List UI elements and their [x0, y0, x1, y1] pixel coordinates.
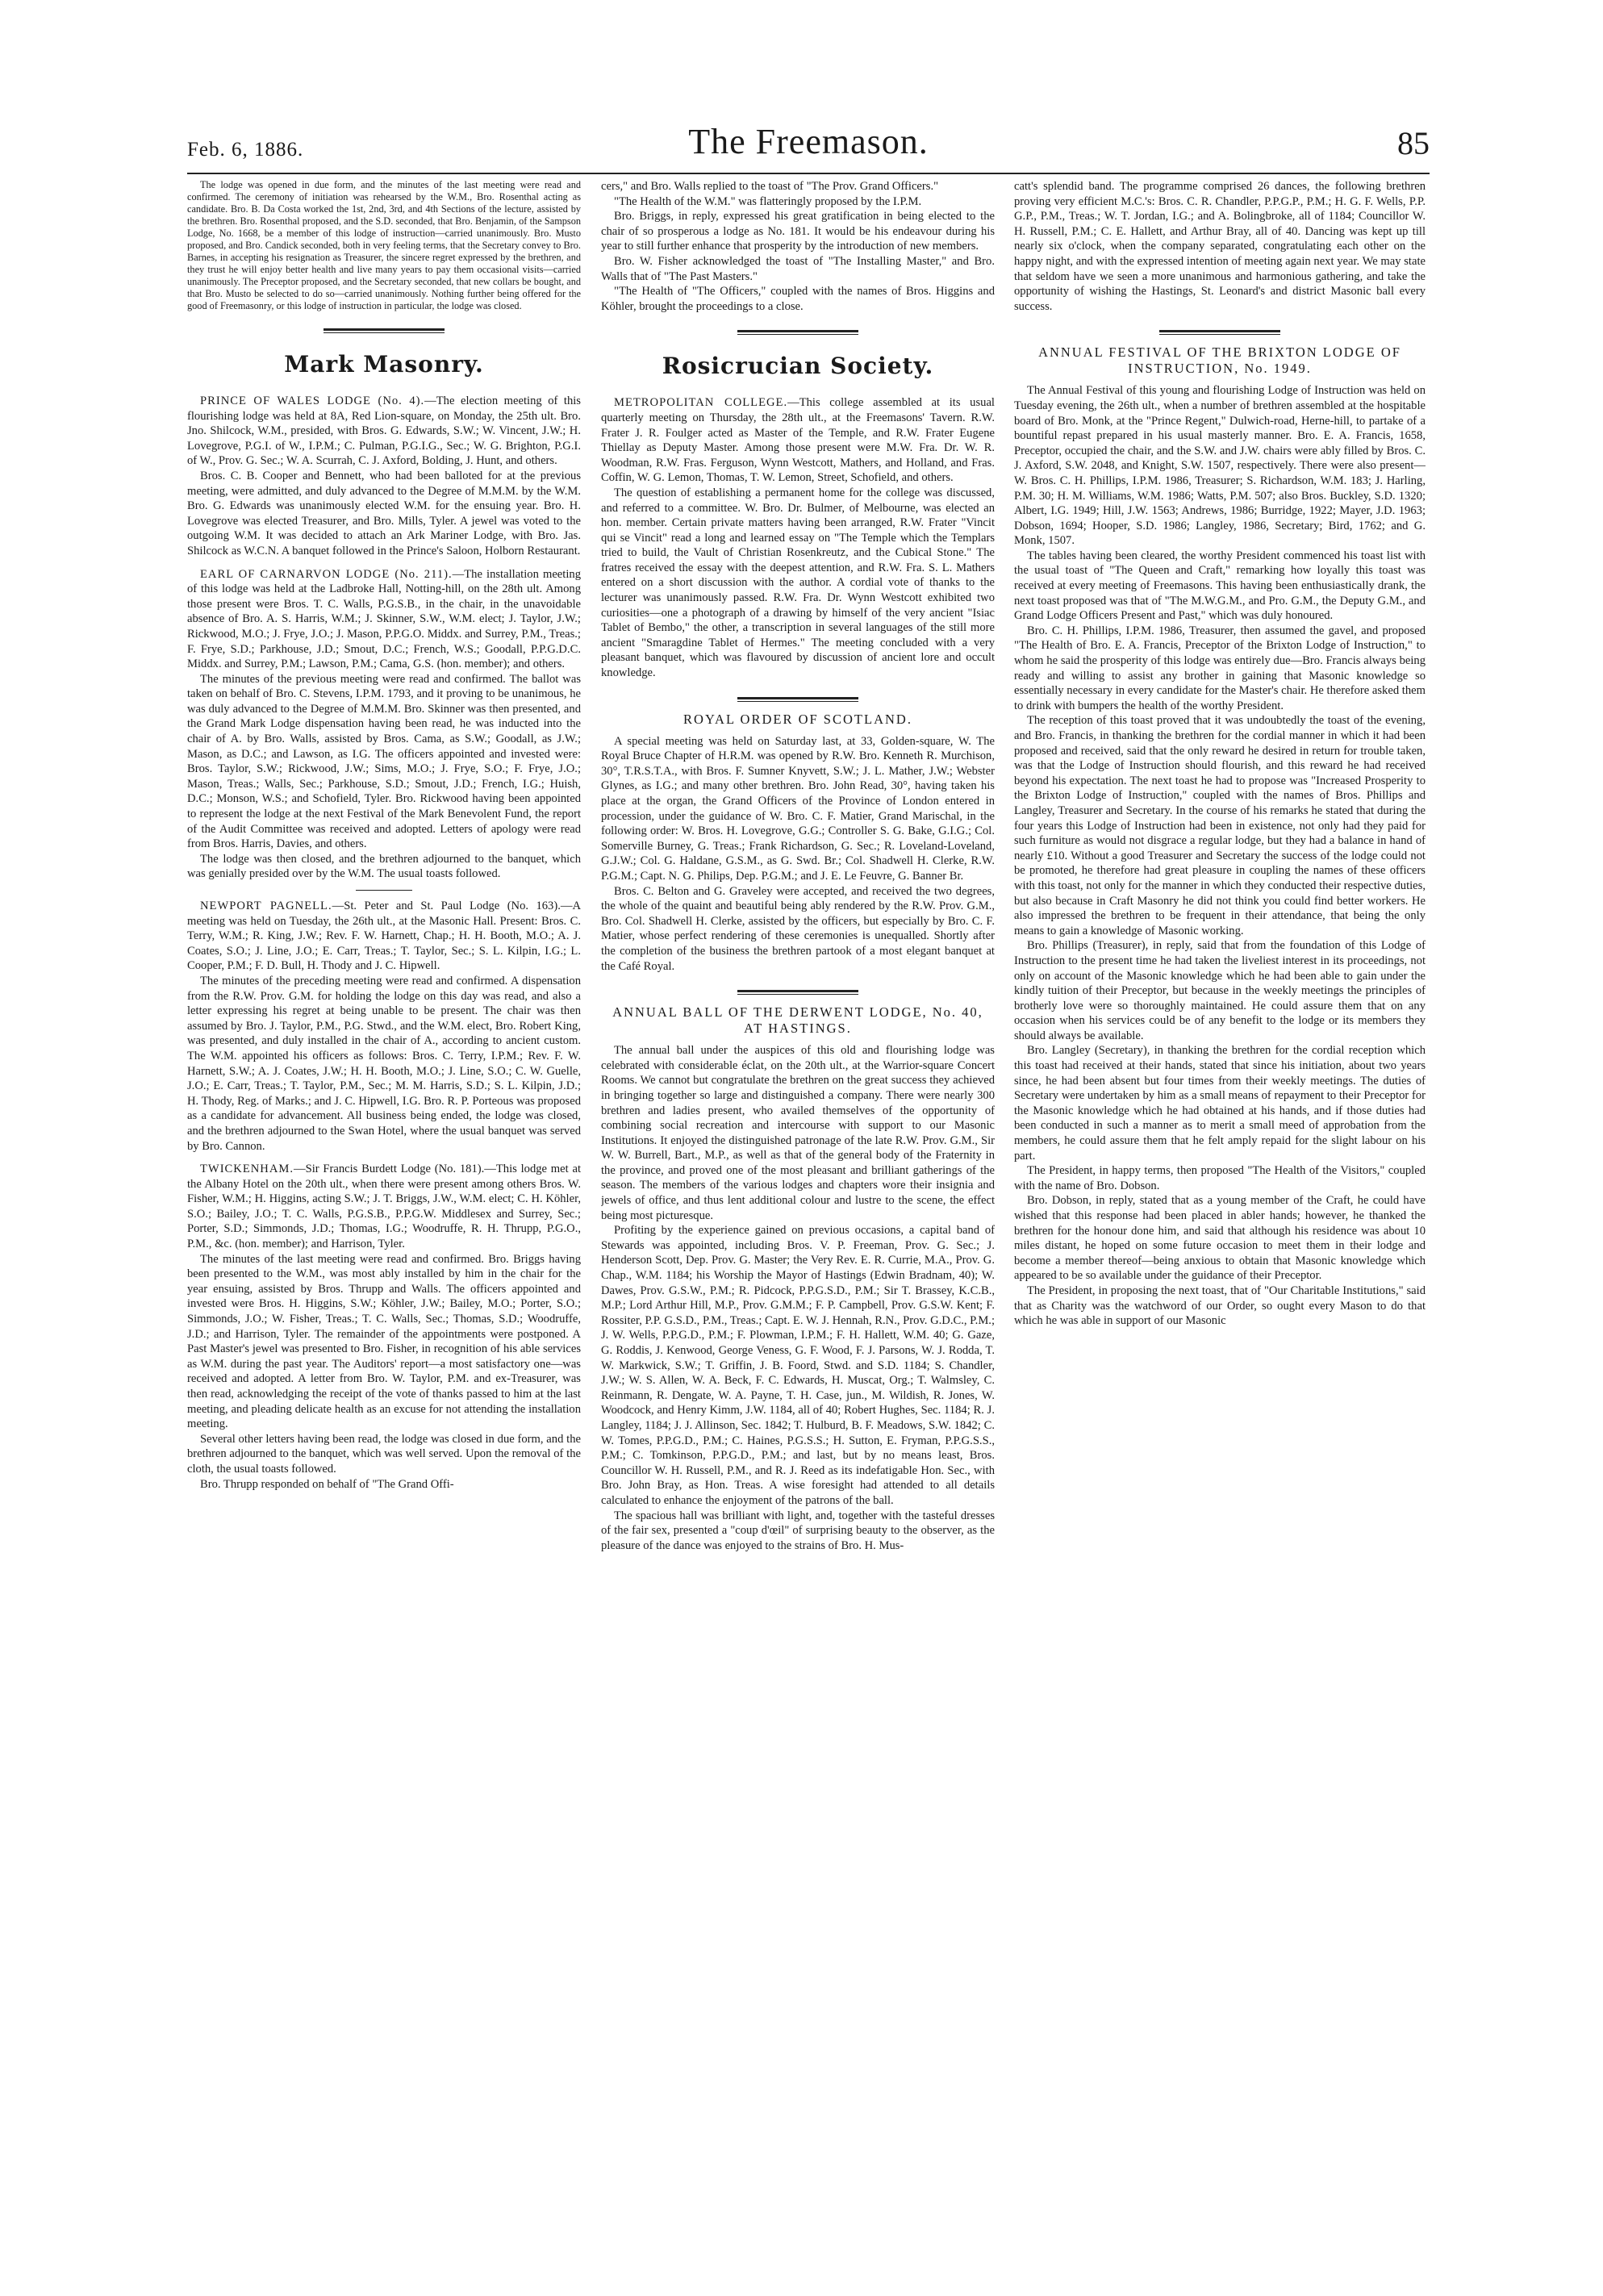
article-derwent-ball-continued — [1014, 179, 1426, 314]
section-divider — [737, 330, 858, 335]
paragraph — [187, 394, 581, 469]
paragraph: The lodge was then closed, and the brethren adjourned to the banquet, which was genially presided over by the W.M. The usual toasts followed. — [187, 852, 581, 881]
paragraph: Bros. C. Belton and G. Graveley were accepted, and received the two degrees, the whole of the quaint and beautiful being ably rendered by the R.W. Prov. G.M., Bro. Col. Shadwell H. Clerke, assisted by the officers, but especially by Bro. C. F. Matier, whose perfect rendering of these ceremonies is unequalled. Shortly after the completion of the business the brethren partook of a most elegant banquet at the Café Royal. — [601, 884, 995, 973]
section-divider — [737, 697, 858, 702]
article-lede: —The installation meeting of this lodge was held at the Ladbroke Hall, Notting-hill, on the 28th ult. Among those present were Bros. T. C. Walls, P.G.S.B., in the chair, in the unavoidable absence of Bro. A. S. Harris, W.M.; J. Skinner, S.W., W.M. elect; J. Taylor, J.W.; Rickwood, M.O.; J. Frye, J.O.; J. Mason, P.P.G.O. Middx. and Surrey, P.M., Treas.; F. Frye, S.D.; Parkhouse, J.D.; Smout, D.C.; French, W.S.; Goodall, P.P.G.D.C. Middx. and Surrey, P.M.; Lawson, P.M.; Cama, G.S. (hon. member); and others. — [187, 567, 581, 671]
paragraph: A special meeting was held on Saturday last, at 33, Golden-square, W. The Royal Bruce Chapter of H.R.M. was opened by R.W. Bro. Kenneth R. Murchison, 30°, T.R.S.T.A., with Bros. F. Sumner Knyvett, S.W.; J. L. Mather, J.W.; Webster Glynes, as I.G.; and many other brethren. Bro. John Read, 30°, having taken his place at the organ, the Grand Officers of the Province of London entered in procession, under the guidance of W. Bro. C. F. Matier, Grand Marischal, in the following order: W. Bros. H. Lovegrove, G.G.; Controller S. G. Bake, G.I.G.; Col. Somerville Burney, G. Treas.; Frank Richardson, G. Sec.; R. Loveland-Loveland, G.J.W.; Col. G. Haldane, G.S.M., as G. Swd. Br.; Col. Shadwell H. Clerke, R.W. P.G.M.; Capt. N. G. Philips, Dep. P.G.M.; and J. E. Le Feuvre, G. Banner Br. — [601, 734, 995, 883]
issue-date: Feb. 6, 1886. — [187, 139, 304, 161]
spacer — [187, 1154, 581, 1162]
paragraph: "The Health of the W.M." was flatteringly proposed by the I.P.M. — [614, 194, 922, 208]
paragraph: The reception of this toast proved that it was undoubtedly the toast of the evening, and Bro. Francis, in thanking the brethren for the cordial manner in which it had been proposed and received, said that the only reward he desired in return for trouble taken, was that the Lodge of Instruction should flourish, and this reward he had received beyond his expectation. The next toast he had to propose was "Increased Prosperity to the Brixton Lodge of Instruction," coupled with the names of Bros. Phillips and Langley, Treasurer and Secretary. In the course of his remarks he stated that during the four years this Lodge of Instruction had been in existence, not only had they paid for such furniture as would not disgrace a regular lodge, but they had a balance in hand of nearly £10. Without a good Treasurer and Secretary the success of the lodge could not be promoted, he therefore had great pleasure in coupling the names of these officers with this toast, not only for the manner in which they conducted their respective duties, but also because in Craft Masonry he did not think you could find better workers. He also impressed the brethren to be frequent in their attendance, that being the only means to gain a knowledge of Masonic working. — [1014, 714, 1426, 937]
paragraph: The minutes of the previous meeting were read and confirmed. The ballot was taken on behalf of Bro. C. Stevens, I.P.M. 1793, and it proving to be unanimous, he was duly advanced to the Degree of M.M.M. Bro. Skinner was then presented, and the Grand Mark Lodge dispensation having been read, he was inducted into the chair of A. by Bro. Walls, assisted by Bros. Cama, as S.W.; Goodall, as J.W.; Mason, as D.C.; and Lawson, as I.G. The officers appointed and invested were: Bros. Taylor, S.W.; Rickwood, J.W.; Sims, M.O.; J. Frye, S.O.; F. Frye, J.O.; Mason, Treas.; Walls, Sec.; Parkhouse, S.D.; Smout, J.D.; French, I.G.; Huish, D.C.; Monson, W.S.; and Schofield, Tyler. Bro. Rickwood having been appointed to represent the lodge at the next Festival of the Mark Benevolent Fund, the report of the Audit Committee was received and adopted. Letters of apology were read from Bros. Harris, Davies, and others. — [187, 672, 581, 851]
divider — [356, 890, 412, 891]
article-lodge-of-instruction-report — [187, 179, 581, 312]
paragraph: The spacious hall was brilliant with light, and, together with the tasteful dresses of the fair sex, presented a "coup d'œil" of surprising beauty to the observer, as the pleasure of the dance was enjoyed to the strains of Bro. H. Mus- — [601, 1509, 995, 1552]
article-heading: METROPOLITAN COLLEGE. — [614, 396, 788, 410]
paragraph: The lodge was opened in due form, and the minutes of the last meeting were read and confirmed. The ceremony of initiation was rehearsed by the W.M., Bro. Rosenthal acting as candidate. Bro. B. Da Costa worked the 1st, 2nd, 3rd, and 4th Sections of the lecture, assisted by the brethren. Bro. Rosenthal proposed, and the S.D. seconded, that Bro. Benjamin, of the Sampson Lodge, No. 1668, be a member of this lodge of instruction—carried unanimously. Bro. Musto proposed, and Bro. Candick seconded, both in very feeling terms, that the Secretary convey to Bro. Barnes, in accepting his resignation as Treasurer, the sincere regret expressed by the brethren, and they trust he will enjoy better health and live many years to pay them occasional visits—carried unanimously. The Preceptor proposed, and the Secretary seconded, that new collars be bought, and that Bro. Musto be selected to do so—carried unanimously. Nothing further being offered for the good of Freemasonry, or this lodge of instruction in particular, the lodge was closed. — [187, 179, 581, 311]
paragraph: Bro. Phillips (Treasurer), in reply, said that from the foundation of this Lodge of Instruction to the present time he had taken the liveliest interest in its proceedings, not only on account of the Masonic knowledge which he had been able to gain under the kindly tuition of their Preceptor, but because in the weekly meetings the principles of brotherly love were so thoroughly maintained. He could assure them that on any occasion when his services could be of any benefit to the lodge or its members they should always be available. — [1014, 939, 1426, 1042]
page-number: 85 — [1397, 125, 1430, 161]
column-2 — [601, 179, 995, 2244]
section-divider — [737, 990, 858, 995]
paragraph — [601, 395, 995, 486]
paragraph: The question of establishing a permanent home for the college was discussed, and referred to a committee. W. Bro. Dr. Bulmer, of Melbourne, was elected an hon. member. Certain private matters having been arranged, R.W. Frater "Vincit qui se Vincit" read a long and learned essay on "The Temple which the Templars tried to build, the Vault of Christian Rosenkreutz, and the Cubical Stone." The fratres received the essay with the deepest attention, and R.W. Fra. S. L. Mathers entered on a short discussion with the author. A cordial vote of thanks to the lecturer was unanimously passed. R.W. Fra. Dr. Wynn Westcott exhibited two curiosities—one a photograph of a drawing by himself of the very ancient "Isiac Tablet of Bembo," the other, a transcription in several languages of the still more ancient "Smaragdine Tablet of Hermes." The meeting concluded with a very pleasant banquet, which was flavoured by discussion of ancient lore and occult knowledge. — [601, 486, 995, 680]
paragraph: Several other letters having been read, the lodge was closed in due form, and the brethren adjourned to the banquet, which was well served. Upon the removal of the cloth, the usual toasts followed. — [187, 1432, 581, 1476]
masthead — [187, 121, 1430, 169]
spacer — [187, 559, 581, 567]
article-title-royal-order-of-scotland: ROYAL ORDER OF SCOTLAND. — [683, 711, 912, 727]
article-newport-pagnell — [187, 899, 581, 1154]
article-title-brixton-festival: ANNUAL FESTIVAL OF THE BRIXTON LODGE OF INSTRUCTION, No. 1949. — [1038, 344, 1401, 377]
paragraph: Profiting by the experience gained on previous occasions, a capital band of Stewards was appointed, including Bros. V. P. Freeman, Prov. G. Sec.; J. Henderson Scott, Dep. Prov. G. Master; the Very Rev. E. R. Currie, M.A., Prov. G. Chap., W.M. 1184; his Worship the Mayor of Hastings (Edwin Bradnam, 40); W. Dawes, Prov. G.S.W., P.M.; R. Pidcock, P.P.G.S.D., P.M.; Sir T. Brassey, K.C.B., M.P.; Lord Arthur Hill, M.P., Prov. G.M.M.; F. P. Campbell, Prov. G.S.W. Kent; F. Rossiter, P.P. G.S.D., P.M., Treas.; Capt. E. W. J. Hennah, R.N., Prov. G.D.C., P.M.; J. W. Wells, P.P.G.D., P.M.; F. Plowman, I.P.M.; F. H. Hallett, W.M. 40; G. Gaze, G. Roddis, J. Kenwood, George Veness, G. F. Wood, F. J. Parsons, W. J. Rodda, T. W. Markwick, S.W.; T. Griffin, J. B. Foord, Stwd. and S.D. 1184; S. Chandler, J.W.; W. S. Allen, W. A. Beck, F. C. Edwards, H. Muscat, Org.; T. Walmsley, C. Reinmann, R. Dengate, W. A. Payne, T. H. Case, jun., M. Wildish, R. Jones, W. Woodcock, and Henry Kimm, J.W. 1184, all of 40; Robert Hughes, Sec. 1184; R. J. Langley, 1184; J. J. Allinson, Sec. 1842; T. Hulburd, B. F. Meadows, S.W. 1842; C. W. Tomes, P.P.G.D., P.M.; C. Haines, P.G.S.S.; H. Sutton, E. Fryman, P.P.G.S.S., P.M.; C. Tomkinson, P.P.G.D., P.M.; and last, but by no means least, Bros. Councillor W. H. Russell, P.M., and R. J. Reed as its indefatigable Hon. Sec., with Bro. John Bray, as Hon. Treas. A wise foresight had attended to all details calculated to enhance the enjoyment of the patrons of the ball. — [601, 1224, 995, 1507]
paragraph — [187, 899, 581, 974]
article-title-derwent-ball: ANNUAL BALL OF THE DERWENT LODGE, No. 40, AT HASTINGS. — [612, 1004, 983, 1037]
article-lede: —The election meeting of this flourishing lodge was held at 8A, Red Lion-square, on Monday, the 25th ult. Bro. Jno. Shilcock, W.M., presided, with Bros. G. Edwards, S.W.; W. Vincent, J.W.; H. Lovegrove, P.G.I. of W., I.P.M.; C. Pulman, P.G.I.G., Sec.; W. G. Brighton, P.G.I. of W., Prov. G. Sec.; W. A. Scurrah, C. J. Axford, Bolding, J. Hunt, and others. — [187, 394, 581, 468]
paragraph: "The Health of "The Officers," coupled with the names of Bros. Higgins and Köhler, brought the proceedings to a close. — [601, 285, 995, 313]
article-heading: PRINCE OF WALES LODGE (No. 4). — [200, 394, 425, 407]
paragraph: The President, in proposing the next toast, that of "Our Charitable Institutions," said that as Charity was the watchword of our Order, so ought every Mason to do that which he was able in support of our Masonic — [1014, 1284, 1426, 1328]
article-heading: NEWPORT PAGNELL. — [200, 900, 332, 912]
paragraph: Bro. C. H. Phillips, I.P.M. 1986, Treasurer, then assumed the gavel, and proposed "The Health of Bro. E. A. Francis, Preceptor of the Brixton Lodge of Instruction," to whom he said the prosperity of this lodge was entirely due—Bro. Francis always being ready and willing to assist any brother in gaining that Masonic knowledge so essentially necessary in every candidate for the Master's chair. He therefore asked them to drink with bumpers the health of the worthy President. — [1014, 624, 1426, 712]
paragraph: The President, in happy terms, then proposed "The Health of the Visitors," coupled with the name of Bro. Dobson. — [1014, 1164, 1426, 1192]
paragraph: catt's splendid band. The programme comprised 26 dances, the following brethren proving very efficient M.C.'s: Bros. C. R. Chandler, P.P.G.P., P.M.; H. G. F. Wells, P.P. G.P., P.M., Treas.; W. T. Jordan, I.G.; and A. Bolingbroke, all of 1184; Councillor W. H. Russell, P.M.; C. E. Hallett, and Arthur Bray, all of 40. Dancing was kept up till nearly six o'clock, when the company separated, congratulating each other on the happy night, and with the expressed intention of meeting again next year. We may state that seldom have we seen a more unanimous and harmonious gathering, and take the opportunity of wishing the Hastings, St. Leonard's and district Masonic ball every success. — [1014, 180, 1426, 313]
article-heading: EARL OF CARNARVON LODGE (No. 211). — [200, 567, 453, 581]
article-lede: —This college assembled at its usual quarterly meeting on Thursday, the 28th ult., at the Freemasons' Tavern. R.W. Frater J. R. Foulger acted as Master of the Temple, and R.W. Frater Eugene Thiellay as Deputy Master. Among those present were M.W. Fra. Dr. W. R. Woodman, R.W. Fras. Ferguson, Wynn Westcott, Mathers, and Holland, and Fras. Coffin, W. G. Lemon, Thomas, T. W. Lemon, Street, Schofield, and others. — [601, 396, 995, 485]
paragraph — [187, 567, 581, 672]
header-rule — [187, 173, 1430, 174]
paragraph: Bro. Dobson, in reply, stated that as a young member of the Craft, he could have wished that this response had been placed in abler hands; however, he thanked the brethren for the honour done him, and said that although his residence was about 10 miles distant, he hoped on some future occasion to meet them in their lodge and become a member thereof—being anxious to obtain that Masonic knowledge which appeared to be so available under the guidance of their Preceptor. — [1014, 1194, 1426, 1283]
column-3 — [1014, 179, 1426, 2244]
section-title-mark-masonry: Mark Masonry. — [284, 351, 484, 378]
paragraph: Bro. Briggs, in reply, expressed his great gratification in being elected to the chair of so prosperous a lodge as No. 181. It would be his endeavour during his year to still further enhance that prosperity by the introduction of new members. — [601, 210, 995, 253]
section-title-rosicrucian-society: Rosicrucian Society. — [662, 353, 934, 380]
article-lede: —St. Peter and St. Paul Lodge (No. 163).—A meeting was held on Tuesday, the 26th ult., at the Masonic Hall. Present: Bros. C. Terry, W.M.; R. King, J.W.; Rev. F. W. Harnett, Chap.; H. H. Booth, M.O.; A. J. Coates, S.O.; J. Line, J.O.; E. Carr, Treas.; T. Taylor, Sec.; S. L. Kilpin, I.G.; L. Cooper, P.M.; F. D. Bull, H. Thody and J. C. Hipwell. — [187, 900, 581, 973]
paragraph: The minutes of the last meeting were read and confirmed. Bro. Briggs having been presented to the W.M., was most ably installed by him in the chair for the year ensuing, assisted by Bros. Thrupp and Walls. The officers appointed and invested were Bros. H. Higgins, S.W.; Köhler, J.W.; Bailey, M.O.; Porter, S.O.; Simmonds, J.O.; W. Fisher, Treas.; T. C. Walls, Sec.; Thomas, S.D.; Woodruffe, J.D.; and Harrison, Tyler. The remainder of the appointments were postponed. A Past Master's jewel was presented to Bro. Fisher, in recognition of his able services as W.M. during the past year. The Auditors' report—a most satisfactory one—was received and adopted. A letter from Bro. W. Taylor, P.M. and ex-Treasurer, was then read, acknowledging the receipt of the vote of thanks passed to him at the last meeting, and pleading delicate health as an excuse for not attending the installation meeting. — [187, 1252, 581, 1431]
paragraph — [187, 1162, 581, 1252]
column-1 — [187, 179, 581, 2244]
article-earl-of-carnarvon-lodge — [187, 567, 581, 882]
paragraph: The tables having been cleared, the worthy President commenced his toast list with the usual toast of "The Queen and Craft," remarking how loyally this toast was received at every meeting of Freemasons. This having been enthusiastically drank, the next toast proposed was that of "The M.W.G.M., and Pro. G.M., the Deputy G.M., and Grand Lodge Officers Present and Past," which was duly honoured. — [1014, 549, 1426, 623]
article-metropolitan-college — [601, 395, 995, 680]
paragraph: The Annual Festival of this young and flourishing Lodge of Instruction was held on Tuesday evening, the 26th ult., when a number of brethren assembled at the hospitable board of Bro. Monk, at the "Prince Regent," Dulwich-road, Herne-hill, to partake of a bountiful repast prepared in his usual masterly manner. Bro. E. A. Francis, 1658, Preceptor, occupied the chair, and the S.W. and J.W. chairs were ably filled by Bros. C. J. Axford, S.W. 2048, and Knight, S.W. 1507, respectively. There were also present—W. Bros. C. H. Phillips, I.P.M. 1986, Treasurer; S. Richardson, W.M. 183; J. Harling, P.M. 30; H. M. Williams, W.M. 1986; Watts, P.M. 507; also Bros. Buckley, S.D. 1320; Albert, I.G. 1949; Hill, J.W. 1563; Andrews, 1986; Burridge, 1922; Mayer, J.D. 1963; Dobson, 1694; Hooper, S.D. 1986; Langley, 1986, Secretary; Bird, 1762; and G. Monk, 1507. — [1014, 384, 1426, 548]
article-twickenham-continued — [601, 179, 995, 314]
paragraph: Bro. Thrupp responded on behalf of "The Grand Offi- — [200, 1477, 454, 1491]
paragraph: cers," and Bro. Walls replied to the toast of "The Prov. Grand Officers." — [601, 180, 939, 193]
paragraph: Bro. W. Fisher acknowledged the toast of "The Installing Master," and Bro. Walls that of "The Past Masters." — [601, 254, 995, 283]
paragraph: Bro. Langley (Secretary), in thanking the brethren for the cordial reception which this toast had received at their hands, stated that since his initiation, about two years since, he had been absent but four times from their weekly meetings. The duties of Secretary were undertaken by him as a small means of repayment to their Preceptor for the Masonic knowledge which he had obtained at his hands, and if those duties had been conducted in such a manner as to merit a small meed of approbation from the members, he could assure them that he felt amply repaid for the slight labour on his part. — [1014, 1044, 1426, 1163]
article-twickenham — [187, 1162, 581, 1492]
article-lede: —Sir Francis Burdett Lodge (No. 181).—This lodge met at the Albany Hotel on the 20th ult., when there were present among others Bros. W. Fisher, W.M.; H. Higgins, acting S.W.; J. T. Briggs, J.W., W.M. elect; C. H. Köhler, S.O.; Bailey, J.O.; T. C. Walls, P.G.S.B., P.P.G.W. Middlesex and Surrey, Sec.; Porter, S.D.; Simmonds, J.D.; Thomas, I.G.; Woodruffe, R. H. Thrupp, P.G.O., P.M., &c. (hon. member); and Harrison, Tyler. — [187, 1163, 581, 1251]
article-brixton-lodge-festival — [1014, 383, 1426, 1328]
article-derwent-lodge-ball — [601, 1043, 995, 1553]
article-heading: TWICKENHAM. — [200, 1163, 294, 1176]
paragraph: Bros. C. B. Cooper and Bennett, who had been balloted for at the previous meeting, were admitted, and duly advanced to the Degree of M.M.M. by the W.M. Bro. G. Edwards was unanimously elected W.M. for the ensuing year. Bro. H. Lovegrove was elected Treasurer, and Bro. Mills, Tyler. A jewel was voted to the outgoing W.M. It was decided to attach an Ark Mariner Lodge, with Bro. Jas. Shilcock as W.C.N. A banquet followed in the Prince's Saloon, Holborn Restaurant. — [187, 469, 581, 557]
publication-title: The Freemason. — [688, 122, 929, 161]
section-divider — [324, 328, 445, 333]
article-prince-of-wales-lodge — [187, 394, 581, 559]
paragraph: The minutes of the preceding meeting were read and confirmed. A dispensation from the R.W. Prov. G.M. for holding the lodge on this day was read, and also a letter expressing his regret at being unable to be present. The chair was then assumed by Bro. J. Taylor, P.M., P.G. Stwd., and the W.M. elect, Bro. Robert King, was presented, and duly installed in the chair of A., according to ancient custom. The W.M. appointed his officers as follows: Bros. C. Terry, I.P.M.; Rev. F. W. Harnett, S.W.; A. J. Coates, J.W.; H. H. Booth, M.O.; J. Line, S.O.; C. W. Guelle, J.O.; E. Carr, Treas.; T. Taylor, P.M., Sec.; M. M. Harris, S.D.; S. L. Kilpin, J.D.; H. Thody, Reg. of Marks.; and J. C. Hipwell, I.G. Bro. R. P. Porteous was proposed as a candidate for advancement. All business being ended, the lodge was closed, and the brethren adjourned to the Swan Hotel, where the usual banquet was served by Bro. Cannon. — [187, 974, 581, 1153]
paragraph: The annual ball under the auspices of this old and flourishing lodge was celebrated with considerable éclat, on the 20th ult., at the Warrior-square Concert Rooms. We cannot but congratulate the brethren on the great success they achieved in bringing together so large and distinguished a company. There were nearly 300 brethren and ladies present, who availed themselves of the opportunity of combining social recreation and intercourse with support to our Masonic Institutions. It enjoyed the distinguished patronage of the late R.W. Prov. G.M., Sir W. W. Burrell, Bart., M.P., as well as that of the general body of the Fraternity in the province, and proved one of the most pleasant and brilliant gatherings of the season. The members of the various lodges and chapters wore their insignia and jewels of office, and thus lent additional colour and lustre to the scene, the effect being most picturesque. — [601, 1044, 995, 1222]
article-royal-order-of-scotland — [601, 734, 995, 975]
section-divider — [1159, 330, 1280, 335]
